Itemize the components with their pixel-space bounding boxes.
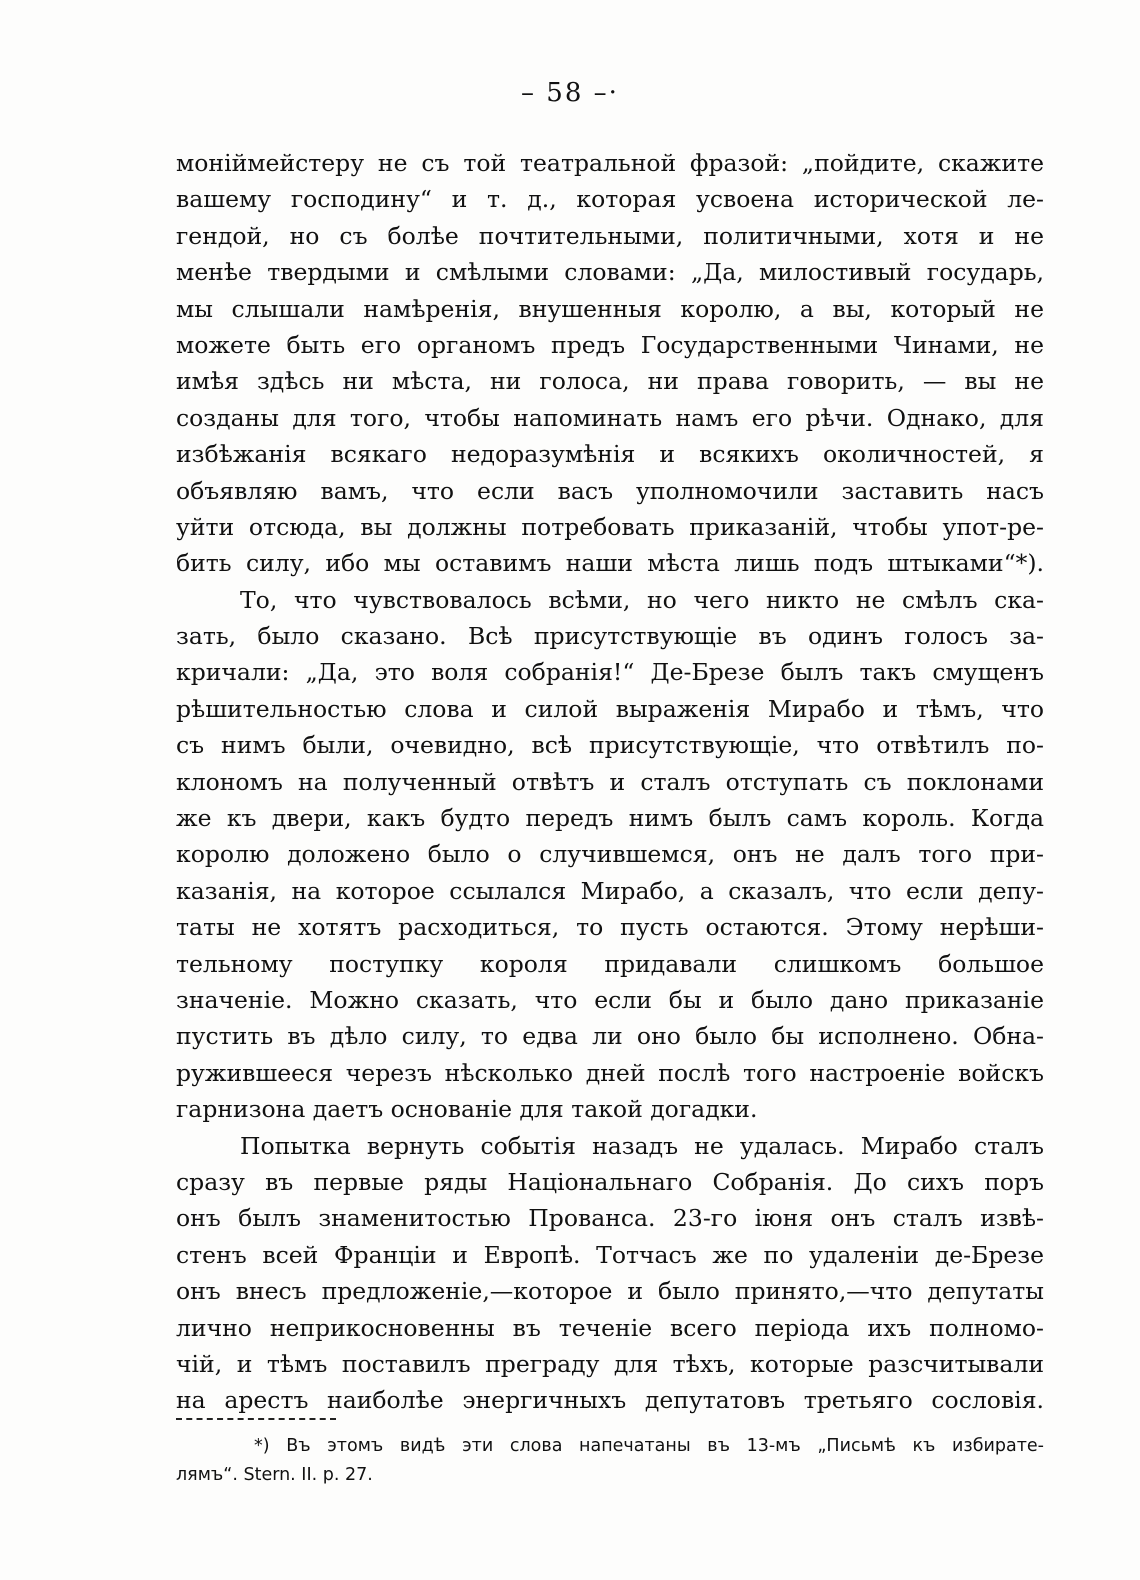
text-line: тельному поступку короля придавали слишкомъ большое [176, 949, 1044, 978]
text-line: съ нимъ были, очевидно, всѣ присутствующiе, что отвѣтилъ по- [176, 731, 1044, 760]
text-line: пустить въ дѣло силу, то едва ли оно было бы исполнено. Обна- [176, 1022, 1044, 1051]
text-line: Попытка вернуть событiя назадъ не удалась. Мирабо сталъ [240, 1131, 1044, 1160]
footnote-line: лямъ“. Stern. II. p. 27. [176, 1465, 373, 1485]
text-line: онъ внесъ предложенiе,—которое и было принято,—что депутаты [176, 1277, 1044, 1306]
text-line: онъ былъ знаменитостью Прованса. 23-го iюня онъ сталъ извѣ- [176, 1204, 1044, 1233]
text-line: лично неприкосновенны въ теченiе всего перiода ихъ полномо- [176, 1313, 1044, 1342]
page-number: – 58 –· [521, 78, 619, 108]
paragraph-2 [176, 582, 1044, 1128]
text-line: гарнизона даетъ основанiе для такой догадки. [176, 1095, 758, 1124]
text-line: уйти отсюда, вы должны потребовать приказанiй, чтобы упот-ре- [176, 512, 1044, 541]
text-line: таты не хотятъ расходиться, то пусть остаются. Этому нерѣши- [176, 913, 1044, 942]
text-line: можете быть его органомъ предъ Государственными Чинами, не [176, 330, 1044, 359]
footnote-divider [176, 1418, 336, 1420]
text-line: же къ двери, какъ будто передъ нимъ былъ самъ король. Когда [176, 804, 1044, 833]
text-line: рѣшительностью слова и силой выраженiя Мирабо и тѣмъ, что [176, 694, 1044, 723]
footnote-line: *) Въ этомъ видѣ эти слова напечатаны въ 13-мъ „Письмѣ къ избирате- [254, 1436, 1044, 1456]
text-line: То, что чувствовалось всѣми, но чего никто не смѣлъ ска- [240, 585, 1044, 614]
text-line: объявляю вамъ, что если васъ уполномочили заставить насъ [176, 476, 1044, 505]
text-line: клономъ на полученный отвѣтъ и сталъ отступать съ поклонами [176, 767, 1044, 796]
text-line: значенiе. Можно сказать, что если бы и было дано приказанiе [176, 985, 1044, 1014]
text-line: гендой, но съ болѣе почтительными, политичными, хотя и не [176, 221, 1044, 250]
text-line: избѣжанiя всякаго недоразумѣнiя и всякихъ околичностей, я [176, 440, 1044, 469]
text-line: вашему господину“ и т. д., которая усвоена исторической ле- [176, 185, 1044, 214]
text-line: бить силу, ибо мы оставимъ наши мѣста лишь подъ штыками“*). [176, 549, 1044, 578]
text-line: на арестъ наиболѣе энергичныхъ депутатовъ третьяго сословiя. [176, 1386, 1044, 1415]
text-line: кричали: „Да, это воля собранiя!“ Де-Брезе былъ такъ смущенъ [176, 658, 1044, 687]
text-line: монiймейстеру не съ той театральной фразой: „пойдите, скажите [176, 149, 1044, 177]
text-line: стенъ всей Францiи и Европѣ. Тотчасъ же по удаленiи де-Брезе [176, 1240, 1044, 1269]
text-line: королю доложено было о случившемся, онъ не далъ того при- [176, 840, 1044, 869]
paragraph-3 [176, 1128, 1044, 1419]
main-text [176, 145, 1044, 1419]
text-line: ружившееся черезъ нѣсколько дней послѣ того настроенiе войскъ [176, 1058, 1044, 1087]
footnote [176, 1432, 1044, 1490]
text-line: сразу въ первые ряды Нацiональнаго Собранiя. До сихъ поръ [176, 1167, 1044, 1196]
text-line: казанiя, на которое ссылался Мирабо, а сказалъ, что если депу- [176, 876, 1044, 905]
text-line: чiй, и тѣмъ поставилъ преграду для тѣхъ, которые разсчитывали [176, 1349, 1044, 1378]
text-line: имѣя здѣсь ни мѣста, ни голоса, ни права говорить, — вы не [176, 367, 1044, 396]
text-line: мы слышали намѣренiя, внушенныя королю, а вы, который не [176, 294, 1044, 323]
text-line: зать, было сказано. Всѣ присутствующiе въ одинъ голосъ за- [176, 622, 1044, 651]
text-line: менѣе твердыми и смѣлыми словами: „Да, милостивый государь, [176, 258, 1044, 287]
paragraph-1 [176, 145, 1044, 582]
text-line: созданы для того, чтобы напоминать намъ его рѣчи. Однако, для [176, 403, 1044, 432]
